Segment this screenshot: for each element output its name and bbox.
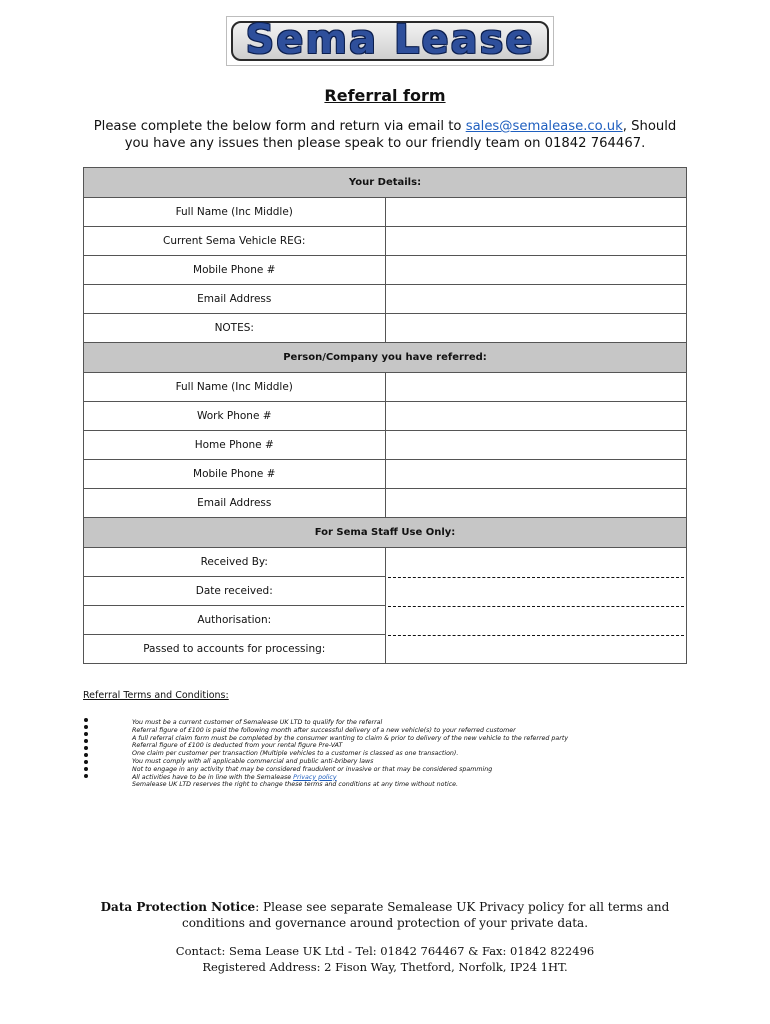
data-protection-notice <box>82 899 688 931</box>
bullet-icon <box>84 753 88 757</box>
your-email-field[interactable] <box>385 285 687 314</box>
section-header-referred: Person/Company you have referred: <box>84 343 687 373</box>
sales-email-link[interactable]: sales@semalease.co.uk <box>465 119 623 134</box>
field-label: Full Name (Inc Middle) <box>84 198 386 227</box>
form-row <box>84 577 687 606</box>
terms-item: You must be a current customer of Semalease UK LTD to qualify for the referral <box>132 719 383 726</box>
field-label: Current Sema Vehicle REG: <box>84 227 386 256</box>
form-row <box>84 460 687 489</box>
contact-info <box>82 943 688 975</box>
field-label: Authorisation: <box>84 606 386 635</box>
intro-text <box>82 118 688 152</box>
referred-work-phone-field[interactable] <box>385 402 687 431</box>
terms-list <box>132 719 568 789</box>
form-row <box>84 198 687 227</box>
form-row <box>84 635 687 664</box>
field-label: NOTES: <box>84 314 386 343</box>
bullet-icon <box>84 725 88 729</box>
privacy-policy-link[interactable]: Privacy policy <box>293 773 337 781</box>
your-full-name-field[interactable] <box>385 198 687 227</box>
form-row <box>84 256 687 285</box>
terms-title: Referral Terms and Conditions: <box>83 690 229 701</box>
address-line: Registered Address: 2 Fison Way, Thetford, Norfolk, IP24 1HT. <box>202 960 568 974</box>
intro-text-after: , Should you have any issues then please speak to our friendly team on 01842 764467. <box>124 119 677 151</box>
terms-item: Not to engage in any activity that may be considered fraudulent or invasive or that may be considered spamming <box>132 765 493 773</box>
your-mobile-field[interactable] <box>385 256 687 285</box>
field-label: Work Phone # <box>84 402 386 431</box>
form-row <box>84 431 687 460</box>
authorisation-field[interactable] <box>385 606 687 635</box>
field-label: Passed to accounts for processing: <box>84 635 386 664</box>
referred-email-field[interactable] <box>385 489 687 518</box>
form-row <box>84 606 687 635</box>
field-label: Email Address <box>84 489 386 518</box>
form-row <box>84 489 687 518</box>
field-label: Received By: <box>84 548 386 577</box>
bullet-icon <box>84 746 88 750</box>
bullet-icon <box>84 767 88 771</box>
intro-text-before: Please complete the below form and return via email to <box>93 119 466 134</box>
dashed-line <box>388 635 685 636</box>
form-row <box>84 227 687 256</box>
terms-item: A full referral claim form must be completed by the consumer wanting to claim & prior to delivery of the new vehicle to the referred party <box>132 734 569 742</box>
page-title: Referral form <box>324 86 446 105</box>
bullet-icon <box>84 774 88 778</box>
terms-item: One claim per customer per transaction (Multiple vehicles to a customer is classed as one transaction). <box>132 750 459 758</box>
logo-badge <box>231 17 549 63</box>
section-header-your-details: Your Details: <box>84 168 687 198</box>
referred-home-phone-field[interactable] <box>385 431 687 460</box>
field-label: Mobile Phone # <box>84 460 386 489</box>
notes-field[interactable] <box>385 314 687 343</box>
bullet-icon <box>84 718 88 722</box>
bullet-icon <box>84 760 88 764</box>
vehicle-reg-field[interactable] <box>385 227 687 256</box>
form-row <box>84 548 687 577</box>
field-label: Full Name (Inc Middle) <box>84 373 386 402</box>
field-label: Date received: <box>84 577 386 606</box>
form-row <box>84 314 687 343</box>
bullet-icon <box>84 739 88 743</box>
field-label: Email Address <box>84 285 386 314</box>
terms-bullets <box>84 718 88 781</box>
terms-item: You must comply with all applicable commercial and public anti-bribery laws <box>132 757 374 765</box>
bullet-icon <box>84 732 88 736</box>
referred-mobile-field[interactable] <box>385 460 687 489</box>
referral-form-table <box>83 167 687 664</box>
data-protection-label: Data Protection Notice <box>100 900 256 914</box>
terms-item-text: All activities have to be in line with the Semalease <box>132 773 294 781</box>
received-by-field[interactable] <box>385 548 687 577</box>
form-row <box>84 373 687 402</box>
passed-to-accounts-field[interactable] <box>385 635 687 664</box>
terms-item: Semalease UK LTD reserves the right to change these terms and conditions at any time without notice. <box>132 781 459 789</box>
section-header-staff: For Sema Staff Use Only: <box>84 518 687 548</box>
logo-text: Sema Lease <box>245 17 535 63</box>
form-row <box>84 402 687 431</box>
field-label: Home Phone # <box>84 431 386 460</box>
contact-line: Contact: Sema Lease UK Ltd - Tel: 01842 764467 & Fax: 01842 822496 <box>175 944 595 958</box>
form-row <box>84 285 687 314</box>
terms-item: Referral figure of £100 is deducted from your rental figure Pre-VAT <box>132 742 343 750</box>
data-protection-text: : Please see separate Semalease UK Privacy policy for all terms and conditions and governance around protection of your private data. <box>181 900 670 930</box>
date-received-field[interactable] <box>385 577 687 606</box>
field-label: Mobile Phone # <box>84 256 386 285</box>
company-logo <box>226 16 554 66</box>
referred-full-name-field[interactable] <box>385 373 687 402</box>
terms-item: Referral figure of £100 is paid the following month after successful delivery of a new vehicle(s) to your referred customer <box>132 726 516 734</box>
